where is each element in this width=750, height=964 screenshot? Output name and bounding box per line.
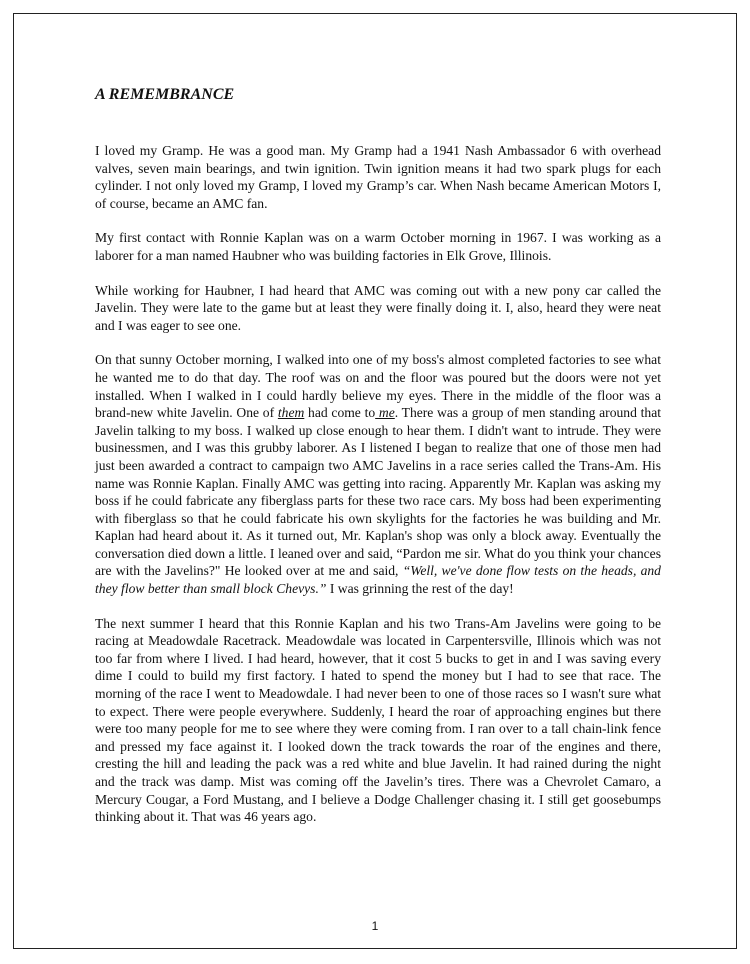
paragraph-2: My first contact with Ronnie Kaplan was on a warm October morning in 1967. I was working as a laborer for a man named Haubner who was building factories in Elk Grove, Illinois. — [95, 230, 661, 263]
paragraph-4-text: I was grinning the rest of the day! — [326, 581, 514, 597]
paragraph-4-text: had come to — [304, 405, 376, 421]
paragraph-1: I loved my Gramp. He was a good man. My Gramp had a 1941 Nash Ambassador 6 with overhead valves, seven main bearings, and twin ignition. Twin ignition means it had two spark plugs for each cylinder. I not only loved my Gramp, I loved my Gramp’s car. When Nash became American Motors I, of course, became an AMC fan. — [95, 143, 661, 211]
emphasis-me: me — [375, 405, 395, 421]
paragraph-5: The next summer I heard that this Ronnie Kaplan and his two Trans-Am Javelins were going to be racing at Meadowdale Racetrack. Meadowdale was located in Carpentersville, Illinois which was not too far from where I lived. I had heard, however, that it cost 5 bucks to get in and I was saving every dime I could to build my first factory. I hated to spend the money but I had to see that race. The morning of the race I went to Meadowdale. I had never been to one of those races so I wasn't sure what to expect. There were people everywhere. Suddenly, I heard the roar of approaching engines but there were too many people for me to see where they were coming from. I ran over to a tall chain-link fence and pressed my face against it. I looked down the track towards the roar of the engines and there, cresting the hill and leading the pack was a red white and blue Javelin. It had rained during the night and the track was damp. Mist was coming off the Javelin’s tires. There was a Chevrolet Camaro, a Mercury Cougar, a Ford Mustang, and I believe a Dodge Challenger chasing it. I still get goosebumps thinking about it. That was 46 years ago. — [95, 615, 661, 825]
document-body — [95, 142, 661, 843]
document-title: A REMEMBRANCE — [95, 86, 235, 103]
page-number: 1 — [371, 919, 379, 933]
quote-italic: “Well, we've done flow tests on the heads, and they flow better than small block Chevys.” — [95, 563, 661, 597]
paragraph-4 — [95, 351, 661, 597]
paragraph-4-text: . There was a group of men standing around that Javelin talking to my boss. I walked up close enough to hear them. I didn't want to intrude. They were businessmen, and I was this grubby laborer. As I listened I began to realize that one of those men had just been awarded a contract to campaign two AMC Javelins in a race series called the Trans-Am. His name was Ronnie Kaplan. Finally AMC was getting into racing. Apparently Mr. Kaplan was asking my boss if he could fabricate any fiberglass parts for these two race cars. My boss had been experimenting with fiberglass so that he could fabricate his own skylights for the factories he was building and Mr. Kaplan had heard about it. As it turned out, Mr. Kaplan's shop was only a block away. Eventually the conversation died down a little. I leaned over and said, “Pardon me sir. What do you think your chances are with the Javelins?" He looked over at me and said, — [95, 405, 662, 579]
paragraph-4-text: On that sunny October morning, I walked into one of my boss's almost completed factories to see what he wanted me to do that day. The roof was on and the floor was poured but the doors were not yet installed. When I walked in I could hardly believe my eyes. There in the middle of the floor was a brand-new white Javelin. One of — [95, 352, 661, 421]
emphasis-them: them — [277, 405, 305, 421]
paragraph-3: While working for Haubner, I had heard that AMC was coming out with a new pony car called the Javelin. They were late to the game but at least they were finally doing it. I, also, heard they were neat and I was eager to see one. — [95, 282, 661, 333]
